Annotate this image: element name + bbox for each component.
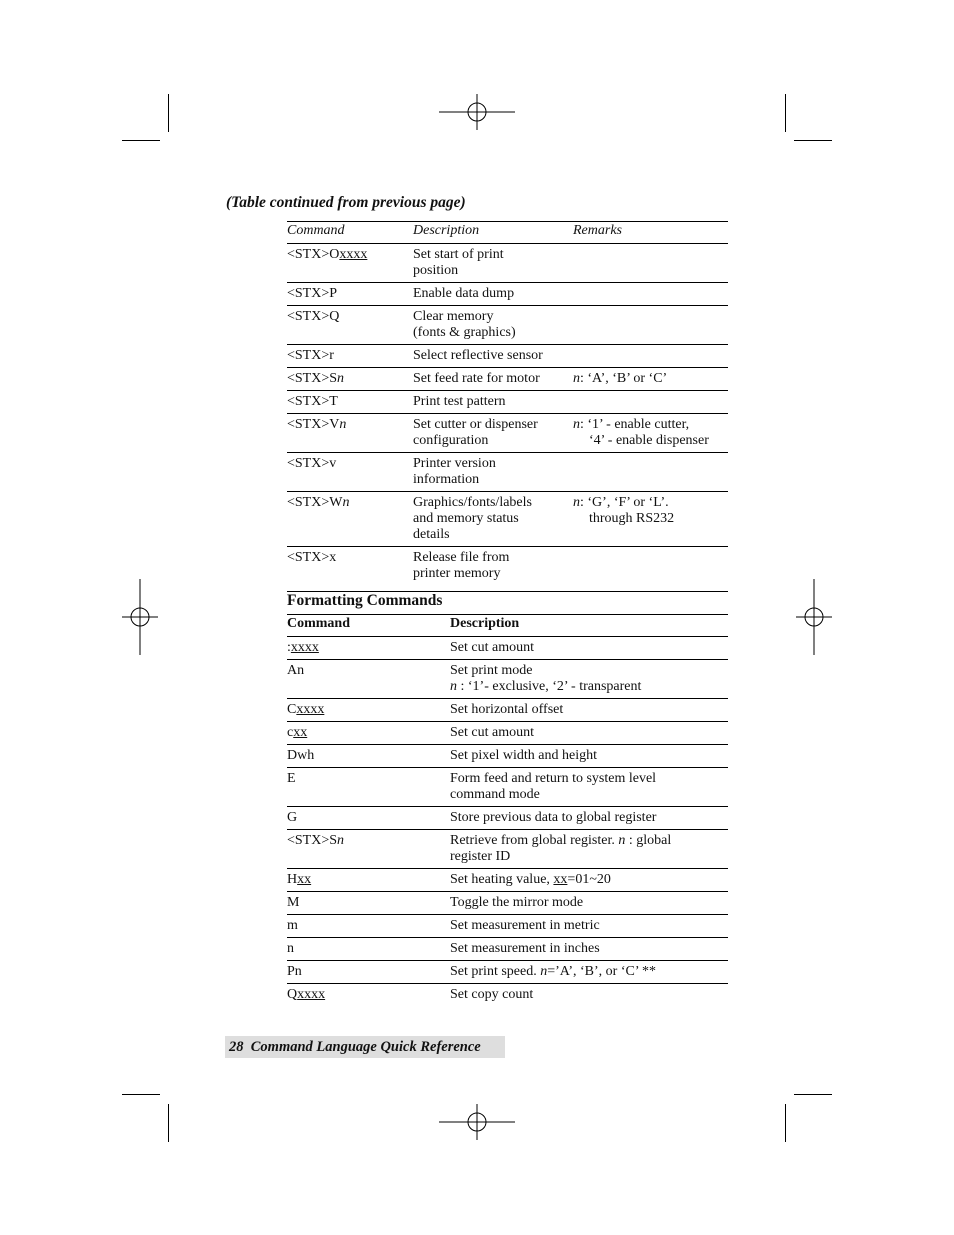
remarks-cell bbox=[573, 244, 728, 283]
table-row bbox=[287, 391, 728, 414]
crop-mark bbox=[122, 1094, 160, 1095]
command-text: Q bbox=[287, 987, 298, 1002]
table-header-row bbox=[287, 615, 728, 637]
remarks-cell bbox=[573, 414, 728, 453]
command-text: E bbox=[287, 771, 296, 786]
table-row bbox=[287, 984, 728, 1007]
command-parameter: xxxx bbox=[290, 640, 319, 655]
remarks-cell bbox=[573, 368, 728, 391]
description-line: Set measurement in inches bbox=[450, 941, 600, 956]
table-row bbox=[287, 745, 728, 768]
remark-line: : ‘1’ - enable cutter, bbox=[580, 417, 690, 432]
remark-parameter: n bbox=[573, 417, 580, 432]
table-row bbox=[287, 283, 728, 306]
description-cell bbox=[450, 660, 728, 699]
column-header-command: Command bbox=[287, 615, 450, 637]
command-cell bbox=[287, 414, 413, 453]
command-text: Pn bbox=[287, 964, 302, 979]
command-parameter: xxxx bbox=[297, 987, 326, 1002]
remark-line: through RS232 bbox=[589, 511, 675, 526]
column-header-command: Command bbox=[287, 222, 413, 244]
description-line: : global bbox=[625, 833, 672, 848]
command-text: n bbox=[287, 941, 294, 956]
table-row bbox=[287, 453, 728, 492]
registration-mark-icon bbox=[776, 579, 852, 655]
command-parameter: n bbox=[342, 495, 350, 510]
description-line: information bbox=[413, 472, 480, 487]
crop-mark bbox=[785, 94, 786, 132]
description-cell bbox=[413, 492, 573, 547]
description-line: =’A’, ‘B’, or ‘C’ ** bbox=[547, 964, 656, 979]
table-row bbox=[287, 938, 728, 961]
command-cell bbox=[287, 244, 413, 283]
table-row bbox=[287, 892, 728, 915]
command-parameter: xx bbox=[293, 725, 308, 740]
command-cell bbox=[287, 368, 413, 391]
description-line: Print test pattern bbox=[413, 394, 506, 409]
table-row bbox=[287, 660, 728, 699]
command-text: : bbox=[287, 640, 291, 655]
command-text: An bbox=[287, 663, 305, 678]
command-cell bbox=[287, 492, 413, 547]
column-header-description: Description bbox=[413, 222, 573, 244]
description-line: Set heating value, bbox=[450, 872, 554, 887]
description-line: configuration bbox=[413, 433, 489, 448]
remark-line: : ‘A’, ‘B’ or ‘C’ bbox=[580, 371, 668, 386]
description-parameter: n bbox=[540, 964, 548, 979]
column-header-remarks: Remarks bbox=[573, 222, 728, 244]
remark-parameter: n bbox=[573, 371, 580, 386]
table-row bbox=[287, 768, 728, 807]
description-cell bbox=[450, 637, 728, 660]
command-cell bbox=[287, 830, 450, 869]
remarks-cell bbox=[573, 345, 728, 368]
description-parameter: n bbox=[450, 679, 457, 694]
command-text: <STX>T bbox=[287, 394, 338, 409]
table-row bbox=[287, 869, 728, 892]
remark-line: ‘4’ - enable dispenser bbox=[589, 433, 709, 448]
description-cell bbox=[413, 283, 573, 306]
command-text: <STX>W bbox=[287, 495, 343, 510]
command-text: G bbox=[287, 810, 298, 825]
remarks-cell bbox=[573, 306, 728, 345]
table-header-row bbox=[287, 222, 728, 244]
description-cell bbox=[450, 768, 728, 807]
command-cell bbox=[287, 869, 450, 892]
command-text: H bbox=[287, 872, 298, 887]
crop-mark bbox=[785, 1104, 786, 1142]
description-line: =01~20 bbox=[567, 872, 611, 887]
command-text: m bbox=[287, 918, 298, 933]
description-line: Set horizontal offset bbox=[450, 702, 564, 717]
command-text: M bbox=[287, 895, 300, 910]
command-cell bbox=[287, 915, 450, 938]
command-cell bbox=[287, 768, 450, 807]
table-row bbox=[287, 492, 728, 547]
remark-parameter: n bbox=[573, 495, 580, 510]
description-line: details bbox=[413, 527, 450, 542]
table-row bbox=[287, 368, 728, 391]
table-row bbox=[287, 345, 728, 368]
description-line: Set feed rate for motor bbox=[413, 371, 540, 386]
command-cell bbox=[287, 938, 450, 961]
description-line: Set cut amount bbox=[450, 640, 534, 655]
table-row bbox=[287, 414, 728, 453]
description-line: Retrieve from global register. bbox=[450, 833, 619, 848]
command-cell bbox=[287, 961, 450, 984]
description-line: and memory status bbox=[413, 511, 519, 526]
description-cell bbox=[413, 453, 573, 492]
command-parameter: xxxx bbox=[296, 702, 325, 717]
description-cell bbox=[450, 807, 728, 830]
command-cell bbox=[287, 807, 450, 830]
description-parameter: xx bbox=[553, 872, 568, 887]
description-line: Set pixel width and height bbox=[450, 748, 597, 763]
description-line: register ID bbox=[450, 849, 511, 864]
description-parameter: n bbox=[618, 833, 626, 848]
registration-mark-icon bbox=[439, 1084, 515, 1160]
description-line: Set copy count bbox=[450, 987, 534, 1002]
table-row bbox=[287, 244, 728, 283]
command-text: <STX>P bbox=[287, 286, 338, 301]
description-cell bbox=[450, 830, 728, 869]
page-number: 28 bbox=[229, 1039, 244, 1055]
table-row bbox=[287, 722, 728, 745]
command-cell bbox=[287, 345, 413, 368]
crop-mark bbox=[794, 1094, 832, 1095]
command-text: c bbox=[287, 725, 294, 740]
description-cell bbox=[450, 984, 728, 1007]
description-cell bbox=[413, 244, 573, 283]
description-line: Select reflective sensor bbox=[413, 348, 543, 363]
continuation-note: (Table continued from previous page) bbox=[226, 194, 466, 211]
remarks-cell bbox=[573, 547, 728, 592]
description-line: Set start of print bbox=[413, 247, 504, 262]
description-cell bbox=[450, 699, 728, 722]
command-cell bbox=[287, 660, 450, 699]
command-cell bbox=[287, 892, 450, 915]
table-row bbox=[287, 961, 728, 984]
description-line: Set measurement in metric bbox=[450, 918, 600, 933]
command-parameter: xxxx bbox=[339, 247, 368, 262]
table-row bbox=[287, 699, 728, 722]
description-cell bbox=[450, 915, 728, 938]
registration-mark-icon bbox=[439, 74, 515, 150]
command-cell bbox=[287, 283, 413, 306]
command-text: <STX>S bbox=[287, 371, 338, 386]
description-line: Set cut amount bbox=[450, 725, 534, 740]
command-cell bbox=[287, 745, 450, 768]
description-line: : ‘1’- exclusive, ‘2’ - transparent bbox=[457, 679, 642, 694]
command-cell bbox=[287, 306, 413, 345]
description-line: Set cutter or dispenser bbox=[413, 417, 538, 432]
description-cell bbox=[450, 722, 728, 745]
command-parameter: n bbox=[337, 371, 345, 386]
description-line: (fonts & graphics) bbox=[413, 325, 516, 340]
remark-line: : ‘G’, ‘F’ or ‘L’. bbox=[580, 495, 669, 510]
command-text: <STX>r bbox=[287, 348, 334, 363]
remarks-cell bbox=[573, 453, 728, 492]
description-line: command mode bbox=[450, 787, 540, 802]
page-footer bbox=[225, 1036, 505, 1058]
command-text: Dwh bbox=[287, 748, 315, 763]
table-row bbox=[287, 306, 728, 345]
description-line: position bbox=[413, 263, 459, 278]
command-text: <STX>v bbox=[287, 456, 337, 471]
command-parameter: xx bbox=[297, 872, 312, 887]
description-cell bbox=[450, 938, 728, 961]
description-line: Form feed and return to system level bbox=[450, 771, 657, 786]
section-title: Formatting Commands bbox=[287, 592, 443, 609]
description-cell bbox=[413, 391, 573, 414]
description-cell bbox=[450, 892, 728, 915]
table-row bbox=[287, 637, 728, 660]
command-parameter: n bbox=[337, 833, 345, 848]
description-cell bbox=[413, 345, 573, 368]
footer-title: Command Language Quick Reference bbox=[250, 1039, 481, 1055]
table-row bbox=[287, 547, 728, 592]
description-line: Printer version bbox=[413, 456, 496, 471]
crop-mark bbox=[122, 140, 160, 141]
command-text: <STX>x bbox=[287, 550, 337, 565]
command-text: <STX>S bbox=[287, 833, 338, 848]
crop-mark bbox=[168, 1104, 169, 1142]
description-line: Clear memory bbox=[413, 309, 494, 324]
command-cell bbox=[287, 699, 450, 722]
description-line: Release file from bbox=[413, 550, 510, 565]
command-text: <STX>O bbox=[287, 247, 340, 262]
table-row bbox=[287, 915, 728, 938]
command-parameter: n bbox=[339, 417, 347, 432]
description-line: Enable data dump bbox=[413, 286, 515, 301]
description-cell bbox=[413, 547, 573, 592]
remarks-cell bbox=[573, 391, 728, 414]
crop-mark bbox=[168, 94, 169, 132]
description-line: Set print mode bbox=[450, 663, 533, 678]
description-line: Toggle the mirror mode bbox=[450, 895, 584, 910]
command-cell bbox=[287, 547, 413, 592]
crop-mark bbox=[794, 140, 832, 141]
command-table-continued bbox=[287, 221, 728, 592]
command-cell bbox=[287, 637, 450, 660]
command-cell bbox=[287, 722, 450, 745]
description-cell bbox=[413, 368, 573, 391]
description-cell bbox=[450, 869, 728, 892]
command-cell bbox=[287, 984, 450, 1007]
description-cell bbox=[450, 745, 728, 768]
description-line: Store previous data to global register bbox=[450, 810, 657, 825]
command-text: <STX>V bbox=[287, 417, 340, 432]
command-text: C bbox=[287, 702, 297, 717]
table-row bbox=[287, 807, 728, 830]
registration-mark-icon bbox=[102, 579, 178, 655]
table-row bbox=[287, 830, 728, 869]
description-line: Set print speed. bbox=[450, 964, 541, 979]
command-cell bbox=[287, 453, 413, 492]
description-line: printer memory bbox=[413, 566, 501, 581]
description-cell bbox=[413, 414, 573, 453]
command-cell bbox=[287, 391, 413, 414]
description-cell bbox=[413, 306, 573, 345]
column-header-description: Description bbox=[450, 615, 728, 637]
description-cell bbox=[450, 961, 728, 984]
remarks-cell bbox=[573, 283, 728, 306]
command-text: <STX>Q bbox=[287, 309, 340, 324]
description-line: Graphics/fonts/labels bbox=[413, 495, 532, 510]
formatting-commands-table bbox=[287, 614, 728, 1006]
remarks-cell bbox=[573, 492, 728, 547]
